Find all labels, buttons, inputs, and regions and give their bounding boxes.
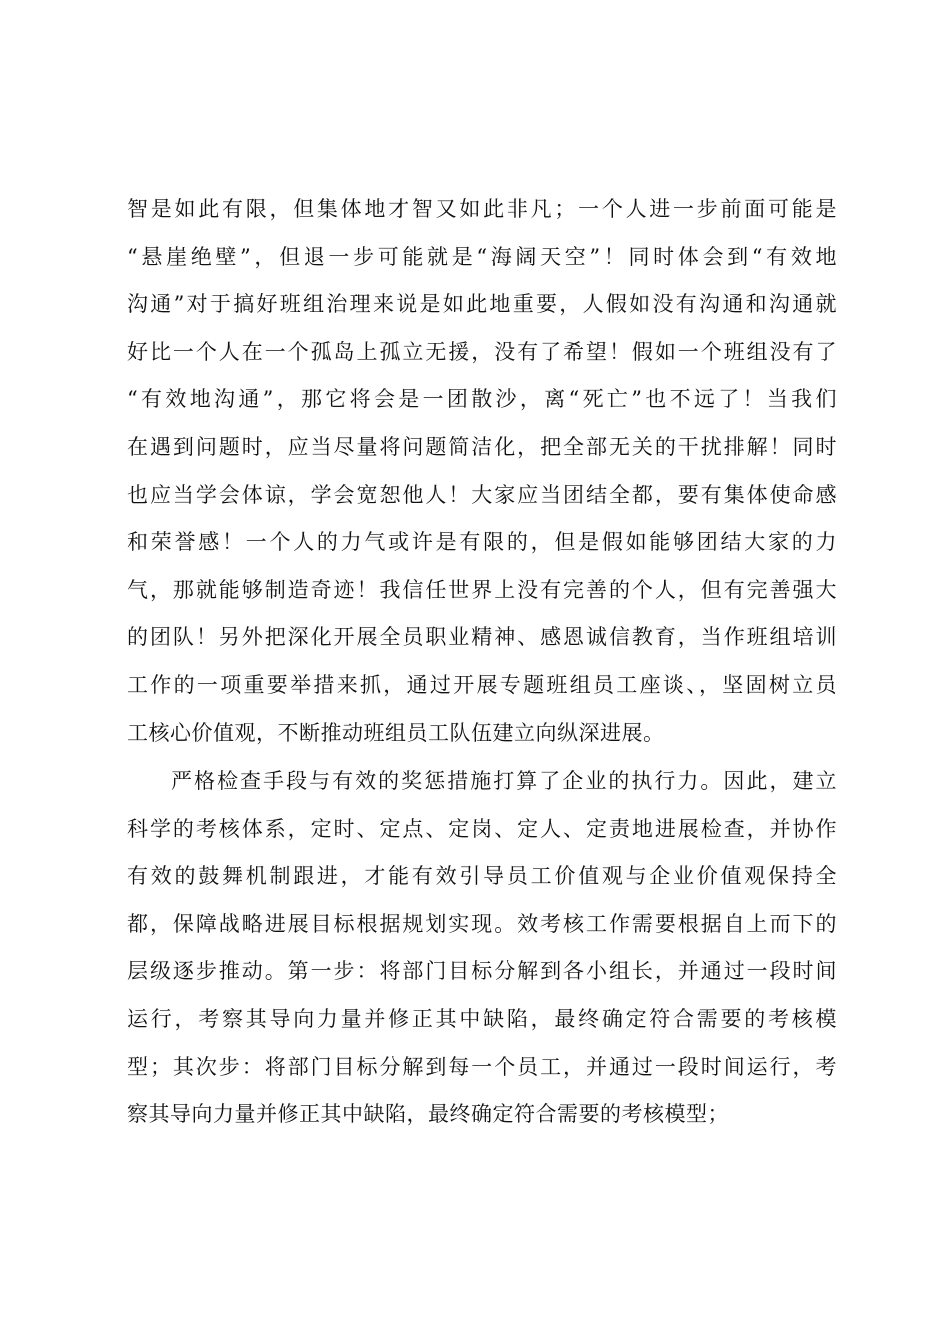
paragraph-1-line-3: 沟通”对于搞好班组治理来说是如此地重要，人假如没有沟通和沟通就 [127, 292, 837, 317]
paragraph-2-line-7: 型；其次步：将部门目标分解到每一个员工，并通过一段时间运行，考 [127, 1054, 837, 1079]
paragraph-1-line-9: 气，那就能够制造奇迹！我信任世界上没有完善的个人，但有完善强大 [127, 577, 837, 602]
paragraph-2-line-3: 有效的鼓舞机制跟进，才能有效引导员工价值观与企业价值观保持全 [127, 864, 837, 889]
paragraph-2-line-6: 运行，考察其导向力量并修正其中缺陷，最终确定符合需要的考核模 [127, 1006, 837, 1031]
paragraph-1-line-6: 在遇到问题时，应当尽量将问题简洁化，把全部无关的干扰排解！同时 [127, 434, 837, 459]
paragraph-1-line-11: 工作的一项重要举措来抓，通过开展专题班组员工座谈、，坚固树立员 [127, 672, 837, 697]
paragraph-1-line-2: “悬崖绝壁”，但退一步可能就是“海阔天空”！同时体会到“有效地 [127, 244, 837, 269]
paragraph-1-line-5: “有效地沟通”，那它将会是一团散沙，离“死亡”也不远了！当我们 [127, 387, 837, 412]
paragraph-1-line-7: 也应当学会体谅，学会宽恕他人！大家应当团结全都，要有集体使命感 [127, 482, 837, 507]
paragraph-2-line-4: 都，保障战略进展目标根据规划实现。效考核工作需要根据自上而下的 [127, 911, 837, 936]
paragraph-2-line-8: 察其导向力量并修正其中缺陷，最终确定符合需要的考核模型； [127, 1102, 729, 1127]
paragraph-2-line-1: 严格检查手段与有效的奖惩措施打算了企业的执行力。因此，建立 [171, 769, 837, 793]
paragraph-1-line-1: 智是如此有限，但集体地才智又如此非凡；一个人进一步前面可能是 [127, 197, 837, 221]
paragraph-2 [127, 758, 837, 1139]
paragraph-1-line-12: 工核心价值观，不断推动班组员工队伍建立向纵深进展。 [127, 720, 665, 745]
paragraph-1-line-8: 和荣誉感！一个人的力气或许是有限的，但是假如能够团结大家的力 [127, 530, 837, 555]
paragraph-2-line-5: 层级逐步推动。第一步：将部门目标分解到各小组长，并通过一段时间 [127, 959, 837, 984]
paragraph-2-line-2: 科学的考核体系，定时、定点、定岗、定人、定责地进展检查，并协作 [127, 816, 837, 841]
paragraph-1 [127, 186, 837, 757]
paragraph-1-line-10: 的团队！另外把深化开展全员职业精神、感恩诚信教育，当作班组培训 [127, 625, 837, 650]
paragraph-1-line-4: 好比一个人在一个孤岛上孤立无援，没有了希望！假如一个班组没有了 [127, 339, 837, 364]
